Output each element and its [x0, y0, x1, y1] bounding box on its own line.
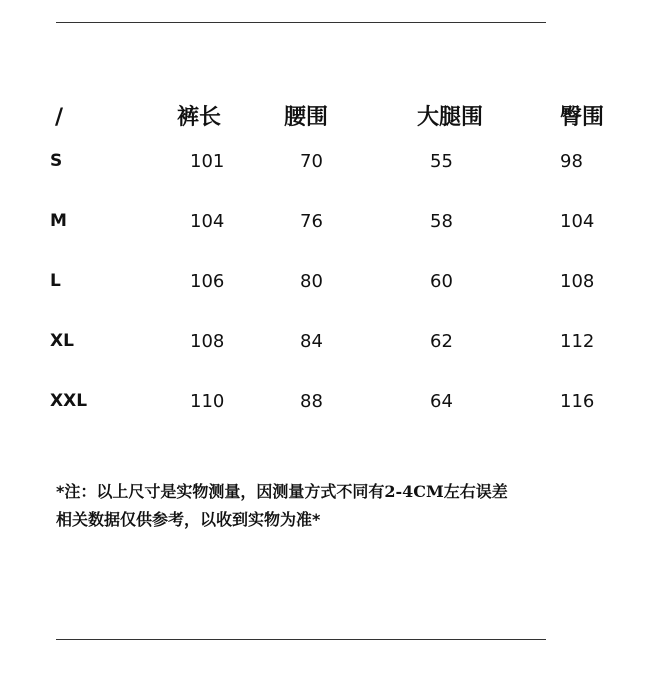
cell-l-thigh: 60 — [430, 271, 453, 292]
header-hip: 臀围 — [560, 105, 605, 130]
measurement-note-line1 — [56, 484, 508, 500]
cell-xl-length: 108 — [190, 331, 225, 352]
cell-m-length: 104 — [190, 211, 225, 232]
cell-l-hip: 108 — [560, 271, 595, 292]
cell-s-waist: 70 — [300, 151, 323, 172]
header-pants-length: 裤长 — [177, 105, 222, 130]
cell-xxl-thigh: 64 — [430, 391, 453, 412]
note-line1-tolerance: 2-4CM — [384, 482, 444, 501]
cell-s-hip: 98 — [560, 151, 583, 172]
cell-xl-waist: 84 — [300, 331, 323, 352]
cell-l-waist: 80 — [300, 271, 323, 292]
cell-xxl-length: 110 — [190, 391, 225, 412]
cell-s-length: 101 — [190, 151, 225, 172]
cell-m-waist: 76 — [300, 211, 323, 232]
note-line1-part-c: 左右误差 — [443, 482, 508, 501]
cell-l-length: 106 — [190, 271, 225, 292]
top-divider — [56, 22, 546, 23]
measurement-note-line2: 相关数据仅供参考，以收到实物为准* — [56, 510, 321, 529]
cell-s-thigh: 55 — [430, 151, 453, 172]
cell-xl-thigh: 62 — [430, 331, 453, 352]
row-size-m: M — [50, 211, 67, 231]
row-size-xxl: XXL — [50, 391, 88, 411]
cell-xl-hip: 112 — [560, 331, 595, 352]
header-thigh: 大腿围 — [417, 105, 484, 130]
header-waist: 腰围 — [284, 105, 329, 130]
cell-xxl-hip: 116 — [560, 391, 595, 412]
cell-m-thigh: 58 — [430, 211, 453, 232]
row-size-xl: XL — [50, 331, 74, 351]
cell-xxl-waist: 88 — [300, 391, 323, 412]
row-size-s: S — [50, 151, 63, 171]
cell-m-hip: 104 — [560, 211, 595, 232]
header-corner-slash: / — [55, 105, 64, 130]
row-size-l: L — [50, 271, 61, 291]
bottom-divider — [56, 639, 546, 640]
note-line1-part-a: *注：以上尺寸是实物测量，因测量方式不同有 — [56, 482, 385, 501]
